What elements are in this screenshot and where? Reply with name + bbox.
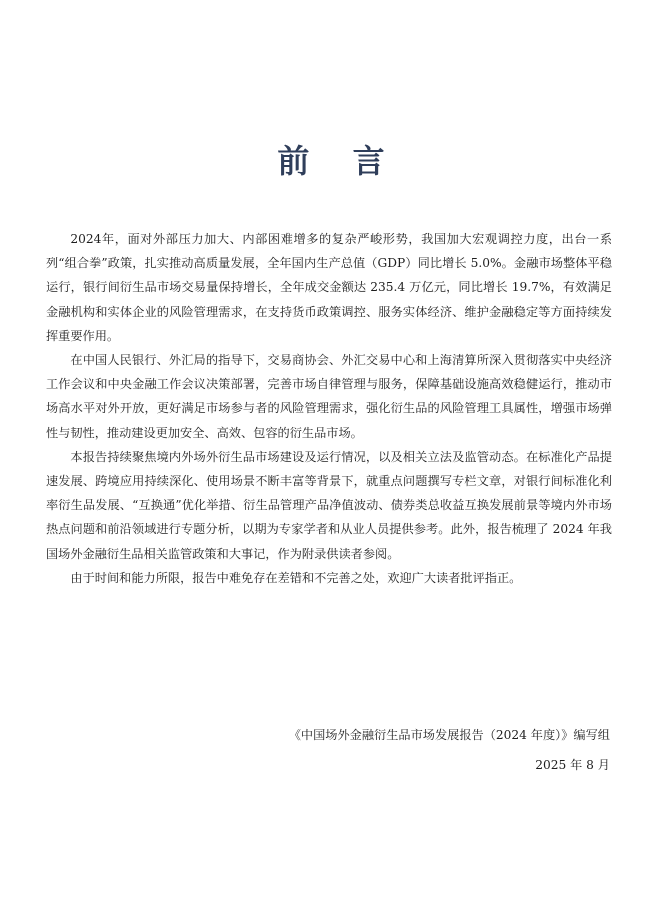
date-line: 2025 年 8 月 bbox=[535, 758, 610, 772]
page-title: 前 言 bbox=[277, 142, 401, 180]
paragraph-2: 在中国人民银行、外汇局的指导下，交易商协会、外汇交易中心和上海清算所深入贯彻落实中央经济工作会议和中央金融工作会议决策部署，完善市场自律管理与服务，保障基础设施高效稳健运行，推动市场高水平对外开放，更好满足市场参与者的风险管理需求，强化衍生品的风险管理工具属性，增强市场弹性与韧性，推动建设更加安全、高效、包容的衍生品市场。 bbox=[46, 353, 612, 440]
preface-body bbox=[46, 227, 612, 590]
signature-block bbox=[289, 720, 610, 780]
paragraph-1: 2024年，面对外部压力加大、内部困难增多的复杂严峻形势，我国加大宏观调控力度，出台一系列“组合拳”政策，扎实推动高质量发展，全年国内生产总值（GDP）同比增长 5.0%。金融市场整体平稳运行，银行间衍生品市场交易量保持增长，全年成交金额达 235.4 万亿元，同比增长 19.7%，有效满足金融机构和实体企业的风险管理需求，在支持货币政策调控、服务实体经济、维护金融稳定等方面持续发挥重要作用。 bbox=[46, 232, 612, 343]
paragraph-4: 由于时间和能力所限，报告中难免存在差错和不完善之处，欢迎广大读者批评指正。 bbox=[70, 570, 522, 585]
paragraph-3: 本报告持续聚焦境内外场外衍生品市场建设及运行情况，以及相关立法及监管动态。在标准化产品提速发展、跨境应用持续深化、使用场景不断丰富等背景下，就重点问题撰写专栏文章，对银行间标准化利率衍生品发展、“互换通”优化举措、衍生品管理产品净值波动、债券类总收益互换发展前景等境内外市场热点问题和前沿领域进行专题分析，以期为专家学者和从业人员提供参考。此外，报告梳理了 2024 年我国场外金融衍生品相关监管政策和大事记，作为附录供读者参阅。 bbox=[46, 449, 612, 561]
author-line: 《中国场外金融衍生品市场发展报告（2024 年度）》编写组 bbox=[288, 728, 610, 742]
